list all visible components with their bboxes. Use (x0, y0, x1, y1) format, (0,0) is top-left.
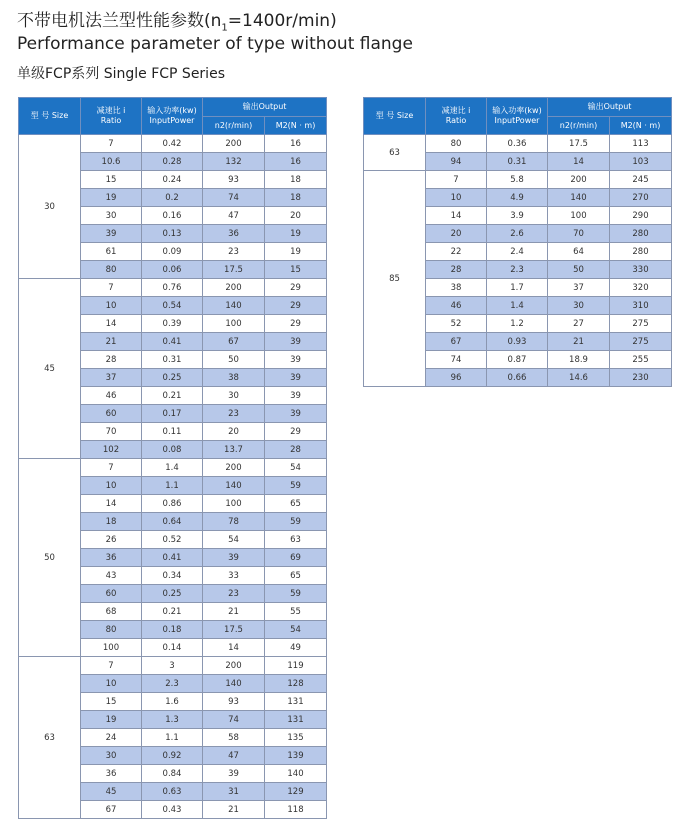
n2-cell: 140 (203, 675, 265, 693)
ratio-cell: 26 (81, 531, 142, 549)
size-cell: 50 (19, 459, 81, 657)
ratio-cell: 70 (81, 423, 142, 441)
power-cell: 0.25 (142, 585, 203, 603)
ratio-cell: 30 (81, 747, 142, 765)
power-cell: 0.41 (142, 549, 203, 567)
power-cell: 2.3 (487, 261, 548, 279)
m2-cell: 280 (610, 243, 672, 261)
table-row (19, 459, 327, 477)
power-cell: 2.6 (487, 225, 548, 243)
performance-table-right (363, 97, 672, 387)
ratio-cell: 10 (81, 477, 142, 495)
m2-cell: 39 (265, 369, 327, 387)
m2-cell: 29 (265, 279, 327, 297)
m2-cell: 39 (265, 405, 327, 423)
ratio-cell: 67 (81, 801, 142, 819)
size-cell: 85 (364, 171, 426, 387)
m2-cell: 230 (610, 369, 672, 387)
power-cell: 0.92 (142, 747, 203, 765)
m2-cell: 119 (265, 657, 327, 675)
ratio-cell: 19 (81, 189, 142, 207)
power-cell: 4.9 (487, 189, 548, 207)
header-size: 型 号 Size (19, 98, 81, 135)
ratio-cell: 37 (81, 369, 142, 387)
header-power-line1: 输入功率(kw) (492, 106, 542, 115)
m2-cell: 69 (265, 549, 327, 567)
power-cell: 0.64 (142, 513, 203, 531)
ratio-cell: 46 (426, 297, 487, 315)
power-cell: 0.06 (142, 261, 203, 279)
m2-cell: 16 (265, 153, 327, 171)
n2-cell: 140 (203, 297, 265, 315)
power-cell: 0.66 (487, 369, 548, 387)
n2-cell: 200 (203, 459, 265, 477)
m2-cell: 63 (265, 531, 327, 549)
ratio-cell: 10.6 (81, 153, 142, 171)
m2-cell: 139 (265, 747, 327, 765)
n2-cell: 36 (203, 225, 265, 243)
n2-cell: 39 (203, 765, 265, 783)
title-cn-subscript: 1 (221, 22, 228, 34)
m2-cell: 59 (265, 513, 327, 531)
n2-cell: 18.9 (548, 351, 610, 369)
power-cell: 0.13 (142, 225, 203, 243)
m2-cell: 131 (265, 711, 327, 729)
table-row (19, 657, 327, 675)
m2-cell: 19 (265, 243, 327, 261)
m2-cell: 245 (610, 171, 672, 189)
n2-cell: 20 (203, 423, 265, 441)
title-cn-prefix: 不带电机法兰型性能参数(n (17, 11, 222, 31)
header-n2: n2(r/min) (203, 117, 265, 135)
n2-cell: 23 (203, 405, 265, 423)
size-cell: 45 (19, 279, 81, 459)
m2-cell: 55 (265, 603, 327, 621)
n2-cell: 74 (203, 711, 265, 729)
table-body-right (364, 135, 672, 387)
n2-cell: 100 (203, 495, 265, 513)
power-cell: 3 (142, 657, 203, 675)
n2-cell: 14.6 (548, 369, 610, 387)
n2-cell: 17.5 (203, 261, 265, 279)
power-cell: 0.17 (142, 405, 203, 423)
title-cn-suffix: =1400r/min) (227, 11, 337, 31)
power-cell: 0.21 (142, 603, 203, 621)
power-cell: 0.87 (487, 351, 548, 369)
m2-cell: 275 (610, 333, 672, 351)
power-cell: 0.28 (142, 153, 203, 171)
n2-cell: 30 (548, 297, 610, 315)
m2-cell: 135 (265, 729, 327, 747)
header-power-line2: InputPower (494, 116, 540, 125)
page-title-cn (17, 6, 337, 33)
n2-cell: 74 (203, 189, 265, 207)
n2-cell: 54 (203, 531, 265, 549)
power-cell: 1.7 (487, 279, 548, 297)
power-cell: 0.86 (142, 495, 203, 513)
m2-cell: 29 (265, 297, 327, 315)
n2-cell: 21 (548, 333, 610, 351)
n2-cell: 23 (203, 243, 265, 261)
header-power-line2: InputPower (149, 116, 195, 125)
n2-cell: 17.5 (548, 135, 610, 153)
ratio-cell: 28 (81, 351, 142, 369)
n2-cell: 140 (203, 477, 265, 495)
header-ratio-line1: 减速比 i (96, 106, 126, 115)
n2-cell: 67 (203, 333, 265, 351)
power-cell: 0.11 (142, 423, 203, 441)
m2-cell: 16 (265, 135, 327, 153)
header-output: 输出Output (203, 98, 327, 117)
n2-cell: 13.7 (203, 441, 265, 459)
table-row (19, 135, 327, 153)
power-cell: 0.21 (142, 387, 203, 405)
ratio-cell: 28 (426, 261, 487, 279)
ratio-cell: 46 (81, 387, 142, 405)
n2-cell: 14 (203, 639, 265, 657)
m2-cell: 290 (610, 207, 672, 225)
n2-cell: 100 (548, 207, 610, 225)
ratio-cell: 39 (81, 225, 142, 243)
ratio-cell: 15 (81, 171, 142, 189)
ratio-cell: 96 (426, 369, 487, 387)
m2-cell: 19 (265, 225, 327, 243)
power-cell: 0.2 (142, 189, 203, 207)
header-output: 输出Output (548, 98, 672, 117)
ratio-cell: 24 (81, 729, 142, 747)
ratio-cell: 22 (426, 243, 487, 261)
ratio-cell: 14 (81, 315, 142, 333)
n2-cell: 200 (548, 171, 610, 189)
ratio-cell: 43 (81, 567, 142, 585)
n2-cell: 93 (203, 171, 265, 189)
header-ratio-line2: Ratio (100, 116, 122, 125)
power-cell: 0.08 (142, 441, 203, 459)
m2-cell: 65 (265, 495, 327, 513)
table-row (19, 279, 327, 297)
n2-cell: 200 (203, 657, 265, 675)
m2-cell: 118 (265, 801, 327, 819)
n2-cell: 200 (203, 135, 265, 153)
n2-cell: 47 (203, 207, 265, 225)
power-cell: 5.8 (487, 171, 548, 189)
n2-cell: 93 (203, 693, 265, 711)
size-cell: 63 (364, 135, 426, 171)
header-m2: M2(N · m) (265, 117, 327, 135)
ratio-cell: 21 (81, 333, 142, 351)
ratio-cell: 52 (426, 315, 487, 333)
m2-cell: 59 (265, 477, 327, 495)
m2-cell: 129 (265, 783, 327, 801)
ratio-cell: 14 (81, 495, 142, 513)
ratio-cell: 19 (81, 711, 142, 729)
page-title-en: Performance parameter of type without flange (17, 34, 413, 54)
power-cell: 0.42 (142, 135, 203, 153)
m2-cell: 54 (265, 621, 327, 639)
power-cell: 0.43 (142, 801, 203, 819)
ratio-cell: 7 (81, 657, 142, 675)
ratio-cell: 10 (426, 189, 487, 207)
ratio-cell: 45 (81, 783, 142, 801)
power-cell: 0.84 (142, 765, 203, 783)
n2-cell: 21 (203, 801, 265, 819)
m2-cell: 320 (610, 279, 672, 297)
size-cell: 30 (19, 135, 81, 279)
ratio-cell: 36 (81, 765, 142, 783)
m2-cell: 113 (610, 135, 672, 153)
n2-cell: 39 (203, 549, 265, 567)
m2-cell: 128 (265, 675, 327, 693)
m2-cell: 280 (610, 225, 672, 243)
power-cell: 0.54 (142, 297, 203, 315)
ratio-cell: 61 (81, 243, 142, 261)
ratio-cell: 80 (81, 621, 142, 639)
header-size: 型 号 Size (364, 98, 426, 135)
m2-cell: 54 (265, 459, 327, 477)
power-cell: 0.52 (142, 531, 203, 549)
series-title: 单级FCP系列 Single FCP Series (17, 66, 225, 82)
n2-cell: 27 (548, 315, 610, 333)
n2-cell: 17.5 (203, 621, 265, 639)
power-cell: 1.6 (142, 693, 203, 711)
m2-cell: 20 (265, 207, 327, 225)
n2-cell: 37 (548, 279, 610, 297)
m2-cell: 18 (265, 171, 327, 189)
ratio-cell: 10 (81, 297, 142, 315)
m2-cell: 310 (610, 297, 672, 315)
m2-cell: 65 (265, 567, 327, 585)
header-m2: M2(N · m) (610, 117, 672, 135)
power-cell: 0.63 (142, 783, 203, 801)
m2-cell: 59 (265, 585, 327, 603)
n2-cell: 132 (203, 153, 265, 171)
ratio-cell: 15 (81, 693, 142, 711)
power-cell: 0.93 (487, 333, 548, 351)
n2-cell: 50 (548, 261, 610, 279)
power-cell: 0.25 (142, 369, 203, 387)
n2-cell: 38 (203, 369, 265, 387)
ratio-cell: 7 (81, 135, 142, 153)
table-row (364, 171, 672, 189)
power-cell: 1.3 (142, 711, 203, 729)
power-cell: 0.31 (487, 153, 548, 171)
m2-cell: 275 (610, 315, 672, 333)
ratio-cell: 74 (426, 351, 487, 369)
m2-cell: 49 (265, 639, 327, 657)
n2-cell: 50 (203, 351, 265, 369)
ratio-cell: 80 (426, 135, 487, 153)
header-n2: n2(r/min) (548, 117, 610, 135)
m2-cell: 39 (265, 351, 327, 369)
n2-cell: 200 (203, 279, 265, 297)
m2-cell: 255 (610, 351, 672, 369)
ratio-cell: 94 (426, 153, 487, 171)
size-cell: 63 (19, 657, 81, 819)
table-row (364, 135, 672, 153)
power-cell: 0.41 (142, 333, 203, 351)
power-cell: 0.76 (142, 279, 203, 297)
power-cell: 0.14 (142, 639, 203, 657)
power-cell: 1.4 (142, 459, 203, 477)
power-cell: 0.36 (487, 135, 548, 153)
header-power-line1: 输入功率(kw) (147, 106, 197, 115)
n2-cell: 23 (203, 585, 265, 603)
power-cell: 0.18 (142, 621, 203, 639)
ratio-cell: 30 (81, 207, 142, 225)
n2-cell: 21 (203, 603, 265, 621)
m2-cell: 15 (265, 261, 327, 279)
ratio-cell: 10 (81, 675, 142, 693)
power-cell: 1.1 (142, 477, 203, 495)
header-ratio-line2: Ratio (445, 116, 467, 125)
ratio-cell: 18 (81, 513, 142, 531)
power-cell: 0.39 (142, 315, 203, 333)
m2-cell: 330 (610, 261, 672, 279)
n2-cell: 58 (203, 729, 265, 747)
power-cell: 0.31 (142, 351, 203, 369)
header-power (142, 98, 203, 135)
power-cell: 0.34 (142, 567, 203, 585)
ratio-cell: 38 (426, 279, 487, 297)
m2-cell: 29 (265, 315, 327, 333)
power-cell: 2.3 (142, 675, 203, 693)
n2-cell: 140 (548, 189, 610, 207)
table-body-left (19, 135, 327, 819)
m2-cell: 131 (265, 693, 327, 711)
n2-cell: 64 (548, 243, 610, 261)
header-ratio (81, 98, 142, 135)
ratio-cell: 7 (81, 279, 142, 297)
power-cell: 0.09 (142, 243, 203, 261)
m2-cell: 39 (265, 333, 327, 351)
n2-cell: 100 (203, 315, 265, 333)
ratio-cell: 36 (81, 549, 142, 567)
n2-cell: 14 (548, 153, 610, 171)
ratio-cell: 7 (426, 171, 487, 189)
power-cell: 0.24 (142, 171, 203, 189)
ratio-cell: 14 (426, 207, 487, 225)
power-cell: 3.9 (487, 207, 548, 225)
m2-cell: 29 (265, 423, 327, 441)
header-ratio (426, 98, 487, 135)
m2-cell: 39 (265, 387, 327, 405)
ratio-cell: 7 (81, 459, 142, 477)
n2-cell: 31 (203, 783, 265, 801)
power-cell: 1.1 (142, 729, 203, 747)
m2-cell: 140 (265, 765, 327, 783)
n2-cell: 78 (203, 513, 265, 531)
n2-cell: 70 (548, 225, 610, 243)
ratio-cell: 60 (81, 585, 142, 603)
power-cell: 2.4 (487, 243, 548, 261)
n2-cell: 47 (203, 747, 265, 765)
n2-cell: 33 (203, 567, 265, 585)
performance-table-left (18, 97, 327, 819)
n2-cell: 30 (203, 387, 265, 405)
m2-cell: 18 (265, 189, 327, 207)
power-cell: 1.2 (487, 315, 548, 333)
ratio-cell: 68 (81, 603, 142, 621)
m2-cell: 270 (610, 189, 672, 207)
power-cell: 0.16 (142, 207, 203, 225)
ratio-cell: 20 (426, 225, 487, 243)
m2-cell: 103 (610, 153, 672, 171)
header-power (487, 98, 548, 135)
ratio-cell: 102 (81, 441, 142, 459)
ratio-cell: 60 (81, 405, 142, 423)
ratio-cell: 100 (81, 639, 142, 657)
power-cell: 1.4 (487, 297, 548, 315)
ratio-cell: 67 (426, 333, 487, 351)
m2-cell: 28 (265, 441, 327, 459)
ratio-cell: 80 (81, 261, 142, 279)
header-ratio-line1: 减速比 i (441, 106, 471, 115)
